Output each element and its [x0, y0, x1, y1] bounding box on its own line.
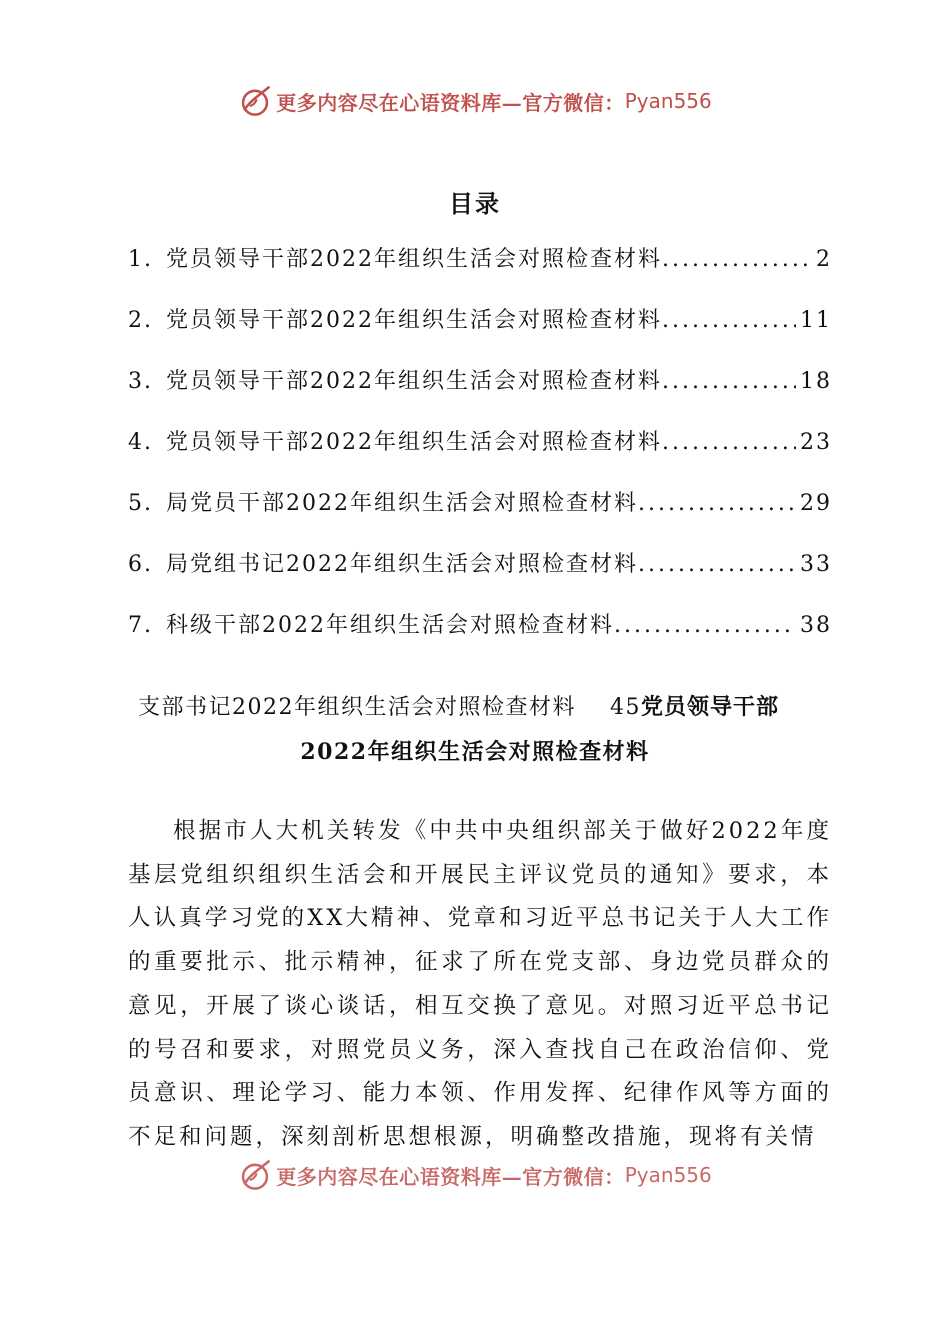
toc-item[interactable] [128, 364, 832, 425]
toc-item-title: 局党员干部2022年组织生活会对照检查材料 [166, 491, 638, 516]
watermark-wechat-id: Pyan556 [624, 1163, 712, 1187]
toc-leader-dots [638, 491, 796, 516]
toc-item-page: 33 [800, 552, 832, 577]
toc-item[interactable] [128, 486, 832, 547]
watermark-text: 更多内容尽在心语资料库—官方微信： [276, 90, 625, 115]
doc-title-part2: 2022年组织生活会对照检查材料 [300, 739, 650, 765]
doc-title-part1: 党员领导干部 [641, 694, 780, 720]
toc-leader-dots [614, 613, 796, 638]
toc-item-number: 4. [128, 430, 153, 455]
toc-item-8-page: 45 [610, 695, 641, 720]
toc-item-number: 5. [128, 491, 153, 516]
toc-item-page: 11 [800, 308, 832, 333]
toc-item-number: 2. [128, 308, 153, 333]
toc-item[interactable] [128, 242, 832, 303]
toc-item-title: 党员领导干部2022年组织生活会对照检查材料 [166, 247, 662, 272]
toc-leader-dots [662, 247, 812, 272]
watermark-wechat-id: Pyan556 [624, 89, 712, 113]
body-paragraph: 根据市人大机关转发《中共中央组织部关于做好2022年度基层党组织组织生活会和开展民主评议党员的通知》要求，本人认真学习党的XX大精神、党章和习近平总书记关于人大工作的重要批示、批示精神，征求了所在党支部、身边党员群众的意见，开展了谈心谈话，相互交换了意见。对照习近平总书记的号召和要求，对照党员义务，深入查找自己在政治信仰、党员意识、理论学习、能力本领、作用发挥、纪律作风等方面的不足和问题，深刻剖析思想根源，明确整改措施，现将有关情 [128, 818, 832, 1150]
toc-leader-dots [662, 369, 796, 394]
toc-leader-dots [638, 552, 796, 577]
footer-watermark [0, 1158, 950, 1192]
toc-title: 目录 [449, 189, 501, 218]
brush-logo-icon [238, 84, 272, 118]
toc-item[interactable] [128, 425, 832, 486]
toc-item-page: 29 [800, 491, 832, 516]
toc-leader-dots [662, 308, 796, 333]
toc-item-8-title: 支部书记2022年组织生活会对照检查材料 [138, 695, 576, 720]
toc-item-title: 局党组书记2022年组织生活会对照检查材料 [166, 552, 638, 577]
watermark-text: 更多内容尽在心语资料库—官方微信： [276, 1164, 625, 1189]
toc-item-title: 党员领导干部2022年组织生活会对照检查材料 [166, 308, 662, 333]
toc-item-page: 18 [800, 369, 832, 394]
toc-item-title: 党员领导干部2022年组织生活会对照检查材料 [166, 430, 662, 455]
toc-item-number: 3. [128, 369, 153, 394]
toc-item-number: 7. [128, 613, 153, 638]
header-watermark [0, 84, 950, 118]
toc-list [128, 242, 832, 669]
toc-item-page: 38 [800, 613, 832, 638]
toc-item-number: 6. [128, 552, 153, 577]
toc-leader-dots [662, 430, 796, 455]
toc-item[interactable] [128, 303, 832, 364]
toc-item-title: 科级干部2022年组织生活会对照检查材料 [166, 613, 614, 638]
toc-item-8-line [138, 690, 838, 721]
toc-item-number: 1. [128, 247, 153, 272]
toc-item[interactable] [128, 547, 832, 608]
brush-logo-icon [238, 1158, 272, 1192]
toc-item-page: 23 [800, 430, 832, 455]
toc-item-page: 2 [816, 247, 832, 272]
toc-item[interactable] [128, 608, 832, 669]
toc-item-title: 党员领导干部2022年组织生活会对照检查材料 [166, 369, 662, 394]
